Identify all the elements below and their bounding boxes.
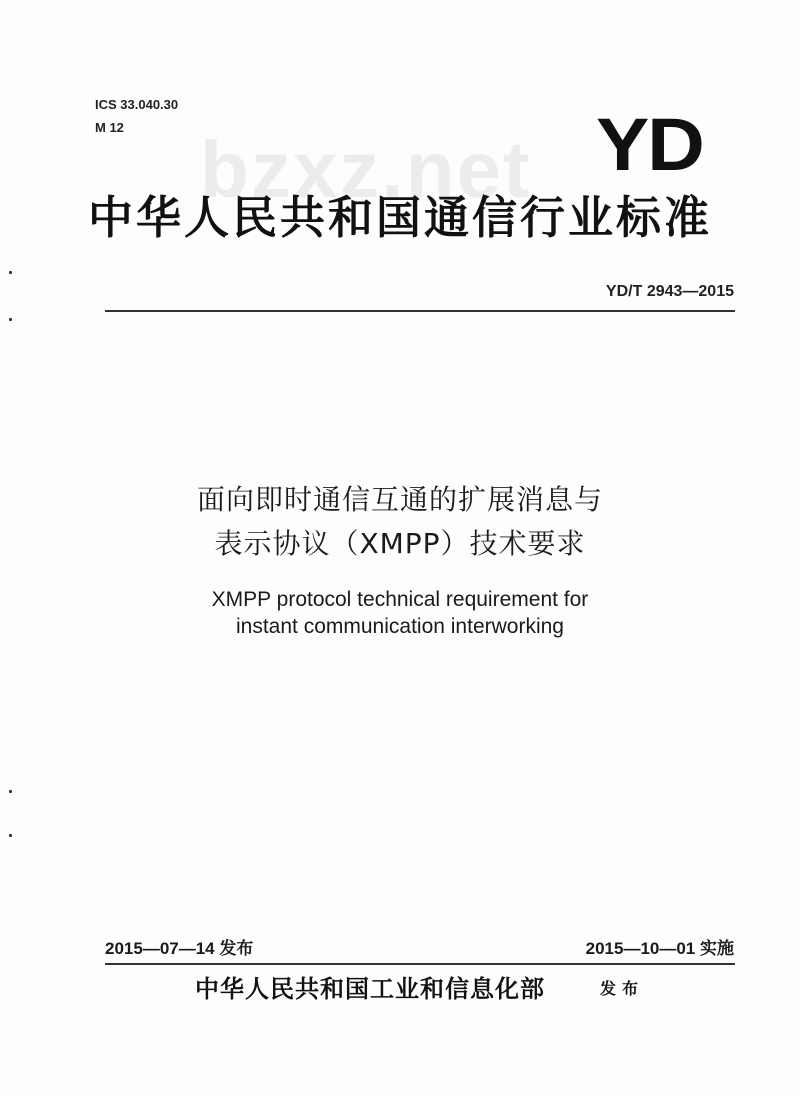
issuing-action: 发布 — [600, 979, 645, 998]
header-divider — [105, 310, 735, 312]
ics-code: ICS 33.040.30 — [95, 97, 179, 112]
document-title-chinese-line-1: 面向即时通信互通的扩展消息与 — [196, 483, 603, 516]
scan-mark — [9, 271, 12, 274]
watermark: bzxz.net — [200, 125, 532, 214]
ccs-code: M 12 — [95, 120, 124, 135]
document-title-english-line-2: instant communication interworking — [236, 615, 564, 638]
document-title-chinese-line-2: 表示协议（XMPP）技术要求 — [214, 527, 586, 560]
document-title-english — [0, 586, 800, 640]
issuing-authority: 中华人民共和国工业和信息化部 — [195, 974, 545, 1003]
standard-number: YD/T 2943—2015 — [605, 283, 734, 300]
issue-date: 2015—07—14 发布 — [105, 939, 254, 958]
document-title-english-line-1: XMPP protocol technical requirement for — [211, 588, 589, 611]
scan-mark — [9, 834, 12, 837]
scan-mark — [9, 318, 12, 321]
document-title-chinese — [0, 478, 800, 566]
footer-divider — [105, 963, 735, 965]
implementation-date: 2015—10—01 实施 — [585, 939, 734, 958]
scan-mark — [9, 790, 12, 793]
yd-logo: YD — [596, 103, 703, 186]
standard-category-title: 中华人民共和国通信行业标准 — [87, 191, 712, 244]
